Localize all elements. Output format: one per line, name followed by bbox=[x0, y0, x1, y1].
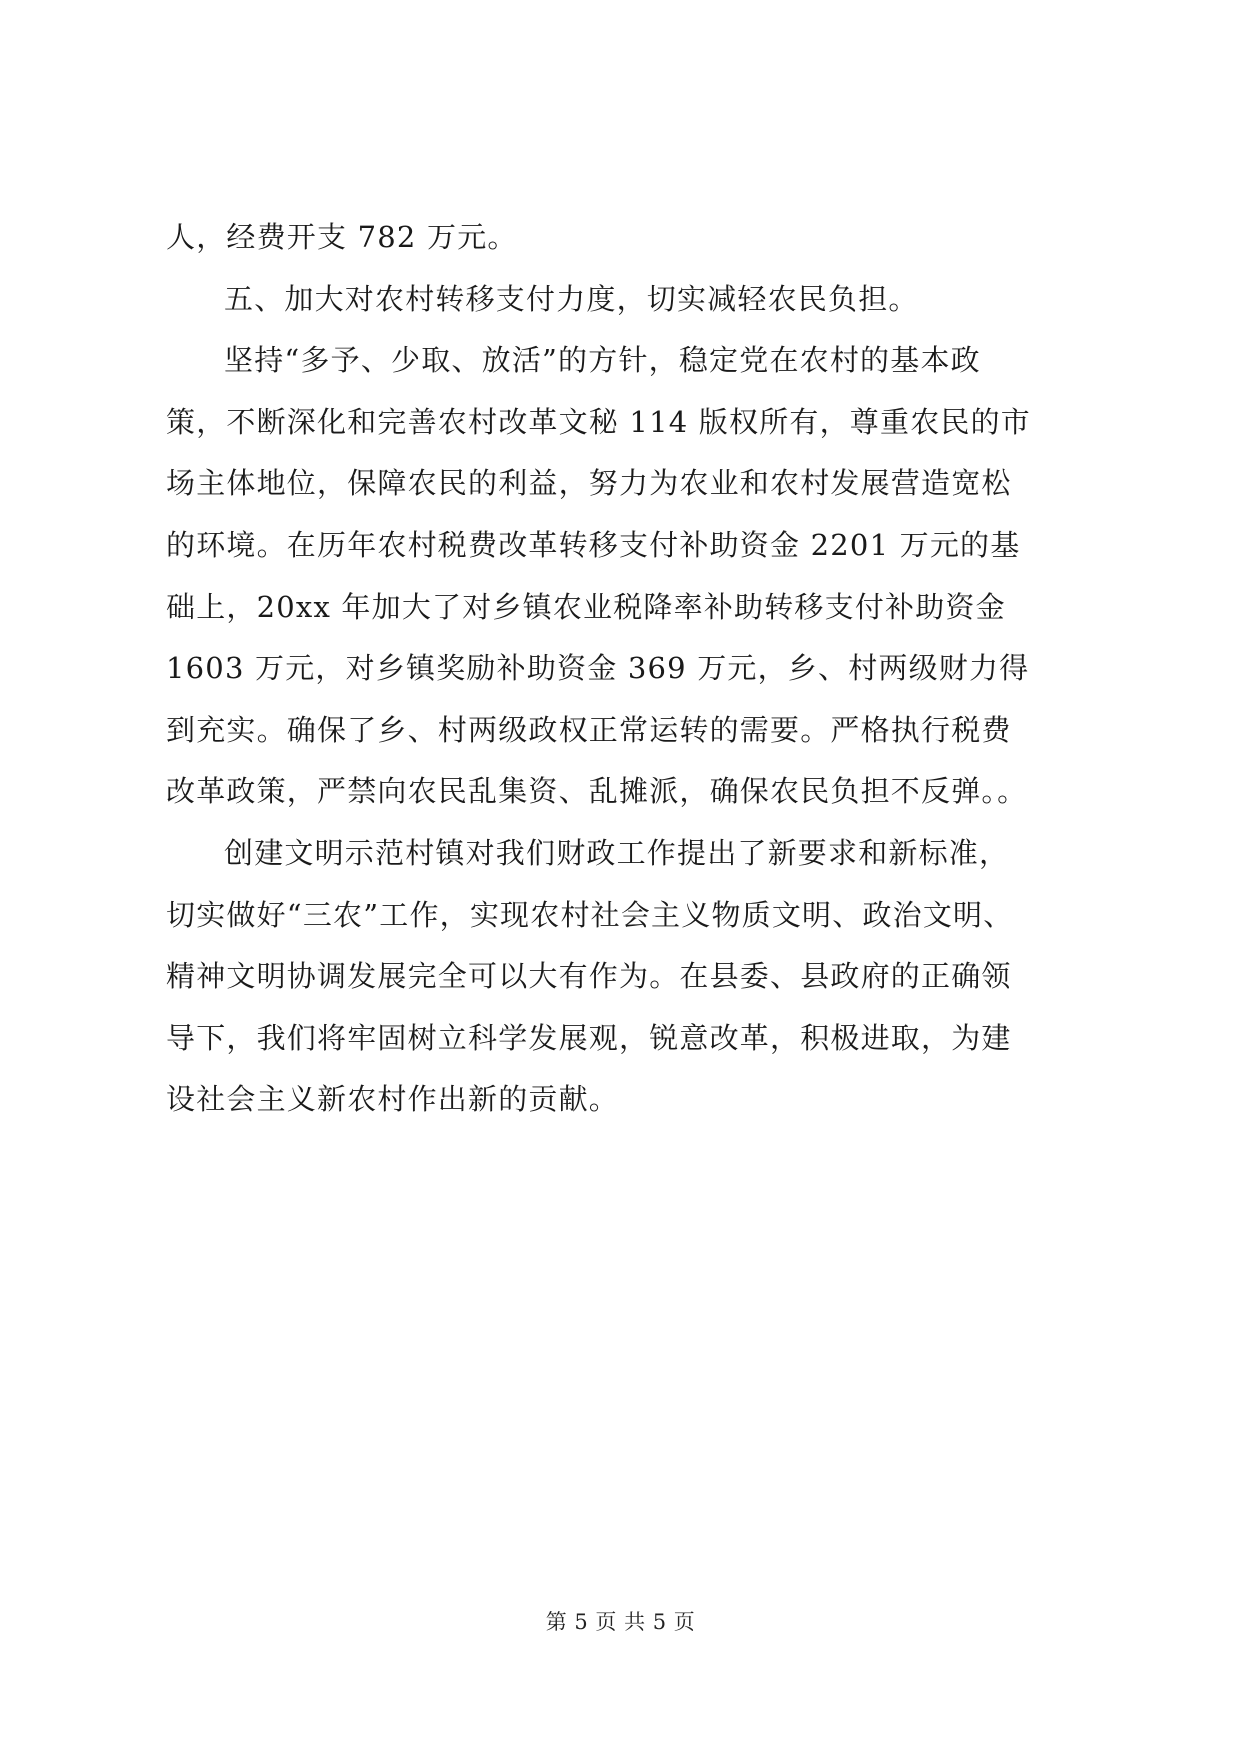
document-body bbox=[166, 207, 1076, 1131]
text-line: 导下，我们将牢固树立科学发展观，锐意改革，积极进取，为建 bbox=[166, 1020, 1012, 1055]
text-line: 切实做好“三农”工作，实现农村社会主义物质文明、政治文明、 bbox=[166, 897, 1014, 932]
text-line: 场主体地位，保障农民的利益，努力为农业和农村发展营造宽松 bbox=[166, 466, 1012, 501]
text-line: 创建文明示范村镇对我们财政工作提出了新要求和新标准， bbox=[224, 835, 1010, 870]
text-line: 1603 万元，对乡镇奖励补助资金 369 万元，乡、村两级财力得 bbox=[166, 651, 1030, 686]
text-line: 精神文明协调发展完全可以大有作为。在县委、县政府的正确领 bbox=[166, 959, 1012, 994]
text-line: 的环境。在历年农村税费改革转移支付补助资金 2201 万元的基 bbox=[166, 527, 1021, 562]
page-number: 第 5 页 共 5 页 bbox=[545, 1610, 696, 1634]
text-line: 策，不断深化和完善农村改革文秘 114 版权所有，尊重农民的市 bbox=[166, 404, 1031, 439]
page-footer bbox=[0, 1606, 1241, 1636]
text-line: 改革政策，严禁向农民乱集资、乱摊派，确保农民负担不反弹。。 bbox=[166, 774, 1028, 809]
section-heading: 五、加大对农村转移支付力度，切实减轻农民负担。 bbox=[224, 281, 919, 316]
text-line: 设社会主义新农村作出新的贡献。 bbox=[166, 1082, 620, 1117]
text-line: 础上，20xx 年加大了对乡镇农业税降率补助转移支付补助资金 bbox=[166, 589, 1006, 624]
text-line: 坚持“多予、少取、放活”的方针，稳定党在农村的基本政 bbox=[224, 343, 981, 378]
text-line: 人，经费开支 782 万元。 bbox=[166, 220, 518, 254]
text-line: 到充实。确保了乡、村两级政权正常运转的需要。严格执行税费 bbox=[166, 712, 1012, 747]
